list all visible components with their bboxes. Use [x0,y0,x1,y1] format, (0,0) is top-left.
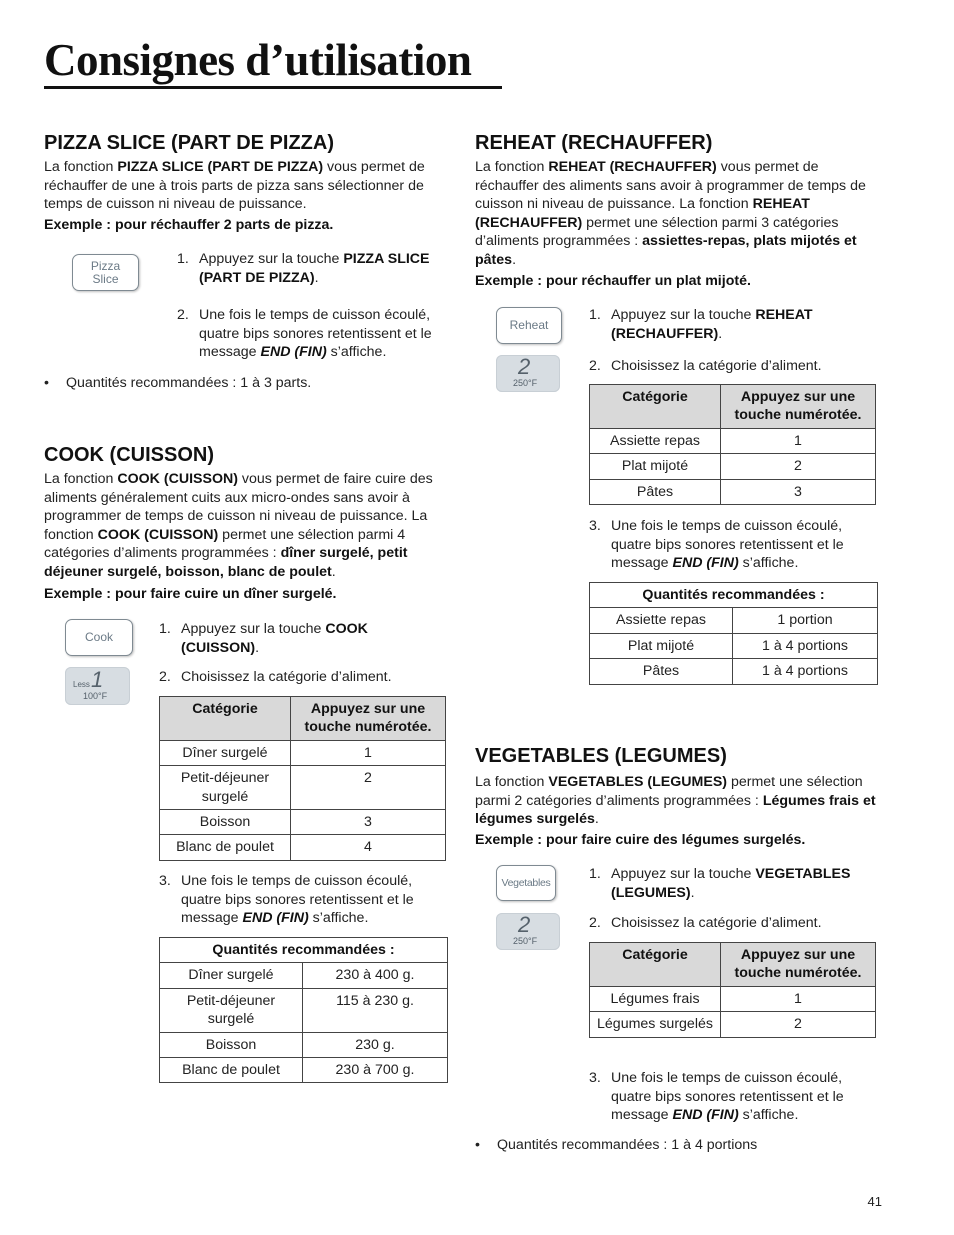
reheat-category-table [589,384,876,505]
number-2-key-icon [496,355,560,392]
cook-example: Exemple : pour faire cuire un dîner surgelé. [44,586,337,602]
pizza-slice-key-icon [72,254,139,291]
table-row [160,740,446,765]
step-number: 3. [589,518,601,534]
numkey-digit: 2 [518,354,531,379]
table-cell: 115 à 230 g. [303,988,448,1032]
step-text: Une fois le temps de cuisson écoulé, quatre bips sonores retentissent et le message END (FIN) s’affiche. [181,873,414,927]
step-number: 2. [589,915,601,931]
table-row [590,454,876,479]
bullet-dot: • [44,375,49,391]
table-cell: 230 g. [303,1032,448,1057]
table-cell: 2 [721,1012,876,1037]
pizza-step-2 [177,306,445,362]
table-header-row [160,938,448,963]
table-cell: 1 à 4 portions [733,633,878,658]
page-number: 41 [867,1194,882,1209]
step-number: 1. [159,621,171,637]
pizza-step-1 [177,250,445,287]
table-cell: Boisson [160,810,291,835]
table-cell: Plat mijoté [590,454,721,479]
step-text: Appuyez sur la touche VEGETABLES (LEGUMES). [611,866,851,901]
table-row [160,963,448,988]
numkey-digit: 2 [518,912,531,937]
pizza-key-label-top: Pizza [90,258,121,273]
cook-quantity-table [159,937,448,1083]
table-cell: 1 portion [733,608,878,633]
vegetables-key-icon [496,865,556,901]
step-text: Une fois le temps de cuisson écoulé, quatre bips sonores retentissent et le message END (FIN) s’affiche. [611,518,844,572]
table-row [590,608,878,633]
cook-step-2 [159,668,449,687]
table-cell: Légumes surgelés [590,1012,721,1037]
reheat-quantity-table [589,582,878,685]
table-cell: 1 à 4 portions [733,659,878,684]
reheat-key-label: Reheat [509,318,549,332]
reheat-step-1 [589,306,879,343]
table-cell: Petit-déjeuner surgelé [160,988,303,1032]
cook-key-label: Cook [84,630,113,644]
step-number: 2. [177,307,189,323]
table-row [160,1058,448,1083]
table-cell: Dîner surgelé [160,740,291,765]
table-cell: 1 [721,986,876,1011]
pizza-example: Exemple : pour réchauffer 2 parts de pizza. [44,217,334,233]
vegetables-step-3 [589,1069,879,1125]
table-cell: Petit-déjeuner surgelé [160,766,291,810]
cook-step-1 [159,620,449,657]
pizza-heading: PIZZA SLICE (PART DE PIZZA) [44,132,334,154]
reheat-step-2 [589,357,879,376]
table-cell: Pâtes [590,659,733,684]
table-cell: 3 [721,479,876,504]
step-text: Une fois le temps de cuisson écoulé, quatre bips sonores retentissent et le message END (FIN) s’affiche. [199,307,432,361]
numkey-temp: 100°F [83,691,108,701]
table-cell: 1 [721,428,876,453]
page-title: Consignes d’utilisation [44,35,472,85]
table-cell: Boisson [160,1032,303,1057]
step-number: 2. [589,358,601,374]
table-cell: Légumes frais [590,986,721,1011]
table-row [160,1032,448,1057]
cook-heading: COOK (CUISSON) [44,444,214,466]
number-2-key-icon [496,913,560,950]
pizza-bullet [44,374,446,393]
pizza-intro: La fonction PIZZA SLICE (PART DE PIZZA) vous permet de réchauffer de une à trois parts de pizza sans sélectionner de temps de cuisson ni niveau de puissance. [44,159,425,213]
table-row [160,835,446,860]
table-row [160,988,448,1032]
table-cell: Plat mijoté [590,633,733,658]
step-number: 1. [589,307,601,323]
step-number: 3. [159,873,171,889]
vegetables-bullet [475,1136,880,1155]
vegetables-category-table [589,942,876,1038]
numkey-less-label: Less [73,680,90,689]
reheat-key-icon [496,307,562,344]
table-cell: 2 [721,454,876,479]
table-header-cell: Appuyez sur une touche numérotée. [721,385,876,429]
cook-key-icon [65,619,133,656]
table-header-cell: Catégorie [160,697,291,741]
table-cell: 1 [291,740,446,765]
table-row [590,986,876,1011]
table-header-cell: Catégorie [590,943,721,987]
table-cell: Pâtes [590,479,721,504]
pizza-bullet-text: Quantités recommandées : 1 à 3 parts. [66,375,312,391]
step-text: Choisissez la catégorie d’aliment. [181,669,392,685]
table-row [160,810,446,835]
table-header-cell: Appuyez sur une touche numérotée. [721,943,876,987]
table-row [590,633,878,658]
vegetables-key-label: Vegetables [501,876,551,889]
table-cell: 4 [291,835,446,860]
cook-step-3 [159,872,449,928]
step-number: 1. [589,866,601,882]
cook-category-table [159,696,446,861]
table-cell: 230 à 700 g. [303,1058,448,1083]
cook-intro: La fonction COOK (CUISSON) vous permet de faire cuire des aliments généralement cuits aux micro-ondes sans avoir à programmer de temps de cuisson ni niveau de puissance. La fonction COOK (CUISSON) permet une sélection parmi 4 catégories d’aliments programmées : dîner surgelé, petit déjeuner surgelé, boisson, blanc de poulet. [44,471,433,580]
vegetables-heading: VEGETABLES (LEGUMES) [475,745,727,767]
title-underline [44,86,502,89]
vegetables-example: Exemple : pour faire cuire des légumes surgelés. [475,832,806,848]
table-row [590,479,876,504]
reheat-example: Exemple : pour réchauffer un plat mijoté. [475,273,751,289]
table-header-row [160,697,446,741]
reheat-heading: REHEAT (RECHAUFFER) [475,132,713,154]
step-text: Appuyez sur la touche REHEAT (RECHAUFFER). [611,307,813,342]
numkey-digit: 1 [91,667,104,692]
table-header-row [590,385,876,429]
step-number: 1. [177,251,189,267]
table-header-cell: Appuyez sur une touche numérotée. [291,697,446,741]
numkey-temp: 250°F [513,378,538,388]
numkey-temp: 250°F [513,936,538,946]
bullet-dot: • [475,1137,480,1153]
table-cell: Blanc de poulet [160,1058,303,1083]
table-cell: Assiette repas [590,608,733,633]
step-text: Choisissez la catégorie d’aliment. [611,358,822,374]
table-header-row [590,943,876,987]
table-cell: 2 [291,766,446,810]
table-cell: Blanc de poulet [160,835,291,860]
table-cell: 3 [291,810,446,835]
number-1-key-icon [65,667,130,705]
table-cell: Dîner surgelé [160,963,303,988]
step-text: Une fois le temps de cuisson écoulé, quatre bips sonores retentissent et le message END (FIN) s’affiche. [611,1070,844,1124]
vegetables-step-2 [589,914,879,933]
table-header-cell: Catégorie [590,385,721,429]
table-row [590,659,878,684]
reheat-intro: La fonction REHEAT (RECHAUFFER) vous permet de réchauffer des aliments sans avoir à programmer de temps de cuisson ni niveau de puissance. La fonction REHEAT (RECHAUFFER) permet une sélection parmi 3 catégories d’aliments programmées : assiettes-repas, plats mijotés et pâtes. [475,159,866,268]
table-row [160,766,446,810]
table-header-cell: Quantités recommandées : [590,583,878,608]
table-row [590,428,876,453]
step-text: Choisissez la catégorie d’aliment. [611,915,822,931]
vegetables-bullet-text: Quantités recommandées : 1 à 4 portions [497,1137,758,1153]
step-text: Appuyez sur la touche PIZZA SLICE (PART DE PIZZA). [199,251,430,286]
table-header-cell: Quantités recommandées : [160,938,448,963]
table-row [590,1012,876,1037]
vegetables-step-1 [589,865,879,902]
step-number: 2. [159,669,171,685]
pizza-key-label-bottom: Slice [92,271,119,286]
reheat-step-3 [589,517,879,573]
table-cell: 230 à 400 g. [303,963,448,988]
step-text: Appuyez sur la touche COOK (CUISSON). [181,621,368,656]
step-number: 3. [589,1070,601,1086]
table-header-row [590,583,878,608]
table-cell: Assiette repas [590,428,721,453]
vegetables-intro: La fonction VEGETABLES (LEGUMES) permet une sélection parmi 2 catégories d’aliments programmées : Légumes frais et légumes surgelés. [475,774,876,828]
